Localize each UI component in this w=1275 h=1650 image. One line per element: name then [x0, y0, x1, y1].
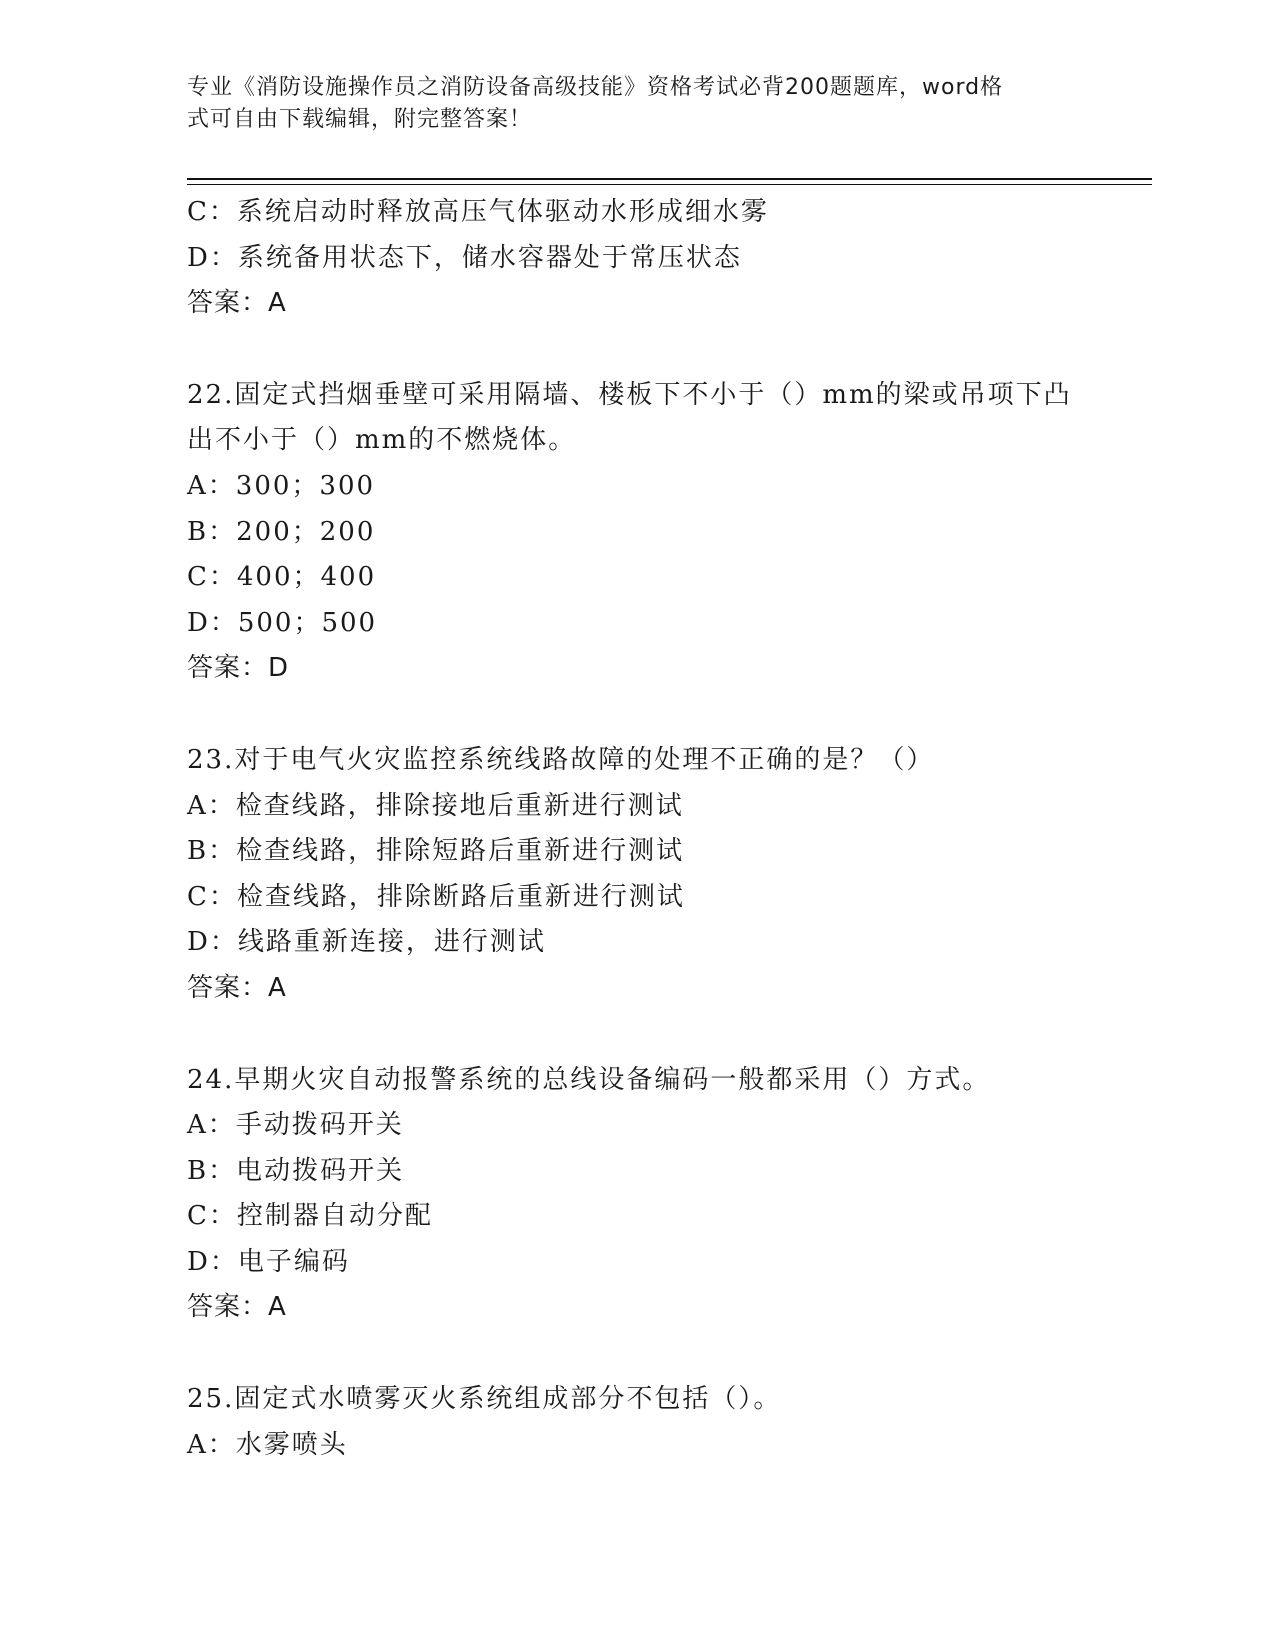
- answer-line: 答案：A: [187, 1292, 287, 1323]
- option-line: A：水雾喷头: [187, 1429, 348, 1460]
- option-line: B：200；200: [187, 516, 376, 547]
- option-line: C：检查线路，排除断路后重新进行测试: [187, 881, 685, 912]
- question-block: [187, 1058, 1117, 1332]
- answer-line: 答案：A: [187, 288, 287, 319]
- option-line: B：电动拨码开关: [187, 1155, 405, 1186]
- option-line: A：检查线路，排除接地后重新进行测试: [187, 790, 684, 821]
- option-line: C：400；400: [187, 562, 377, 593]
- option-line: A：手动拨码开关: [187, 1110, 404, 1141]
- question-list: [187, 190, 1117, 1468]
- question-text: 25.固定式水喷雾灭火系统组成部分不包括（）。: [187, 1384, 782, 1415]
- option-line: D：电子编码: [187, 1246, 350, 1277]
- option-line: C：控制器自动分配: [187, 1201, 433, 1232]
- question-block: [187, 738, 1117, 1012]
- question-block: [187, 190, 1117, 327]
- option-line: B：检查线路，排除短路后重新进行测试: [187, 836, 685, 867]
- question-text: 24.早期火灾自动报警系统的总线设备编码一般都采用（）方式。: [187, 1064, 991, 1095]
- question-block: [187, 373, 1117, 692]
- question-block: [187, 1377, 1117, 1468]
- question-text: 出不小于（）mm的不燃烧体。: [187, 425, 577, 456]
- answer-line: 答案：D: [187, 653, 290, 684]
- option-line: D：线路重新连接，进行测试: [187, 927, 546, 958]
- option-line: A：300；300: [187, 470, 376, 501]
- option-line: D：500；500: [187, 607, 378, 638]
- question-text: 22.固定式挡烟垂壁可采用隔墙、楼板下不小于（）mm的梁或吊项下凸: [187, 379, 1072, 410]
- answer-line: 答案：A: [187, 972, 287, 1003]
- header-divider-thick: [187, 178, 1152, 180]
- header-line-1: 专业《消防设施操作员之消防设备高级技能》资格考试必背200题题库，word格: [187, 75, 1004, 100]
- header-line-2: 式可自由下载编辑，附完整答案！: [187, 107, 533, 132]
- question-text: 23.对于电气火灾监控系统线路故障的处理不正确的是？（）: [187, 744, 935, 775]
- option-line: D：系统备用状态下，储水容器处于常压状态: [187, 242, 742, 273]
- option-line: C：系统启动时释放高压气体驱动水形成细水雾: [187, 197, 769, 227]
- document-header: [187, 72, 1087, 136]
- header-divider-thin: [187, 184, 1152, 185]
